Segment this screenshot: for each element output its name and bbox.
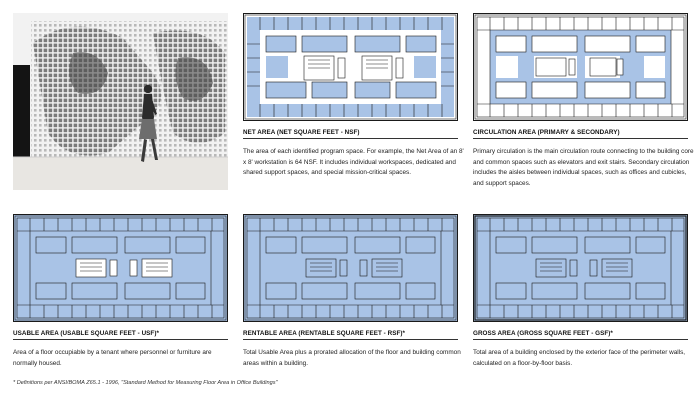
panel-description: The area of each identified program space. For example, the Net Area of an 8' x 8' workstation is 64 NSF. It includes individual workspaces, dedicated and shared support spaces, and special mission-critical spaces. bbox=[243, 148, 464, 176]
panel-title: CIRCULATION AREA (PRIMARY & SECONDARY) bbox=[473, 129, 688, 139]
panel-description: Total area of a building enclosed by the exterior face of the perimeter walls, calculated on a floor-by-floor basis. bbox=[473, 349, 686, 367]
panel-description: Primary circulation is the main circulation route connecting to the building core and common spaces such as elevators and exit stairs. Secondary circulation includes the aisles between individual spaces, such as offices and cubicles, and support spaces. bbox=[473, 148, 694, 187]
panel-title: GROSS AREA (GROSS SQUARE FEET - GSF)* bbox=[473, 330, 688, 340]
footnote: * Definitions per ANSI/BOMA Z65.1 - 1996, "Standard Method for Measuring Floor Area in Office Buildings" bbox=[13, 380, 278, 386]
panel-title: RENTABLE AREA (RENTABLE SQUARE FEET - RSF)* bbox=[243, 330, 458, 340]
office-photo bbox=[13, 13, 228, 190]
panel-description: Area of a floor occupiable by a tenant where personnel or furniture are normally housed. bbox=[13, 349, 212, 367]
rentable-area-floor-plan bbox=[243, 214, 458, 322]
gross-area-floor-plan bbox=[473, 214, 688, 322]
net-area-floor-plan bbox=[243, 13, 458, 121]
circulation-area-floor-plan bbox=[473, 13, 688, 121]
panel-title: USABLE AREA (USABLE SQUARE FEET - USF)* bbox=[13, 330, 228, 340]
usable-area-floor-plan bbox=[13, 214, 228, 322]
panel-title: NET AREA (NET SQUARE FEET - NSF) bbox=[243, 129, 458, 139]
panel-description: Total Usable Area plus a prorated allocation of the floor and building common areas within a building. bbox=[243, 349, 461, 367]
